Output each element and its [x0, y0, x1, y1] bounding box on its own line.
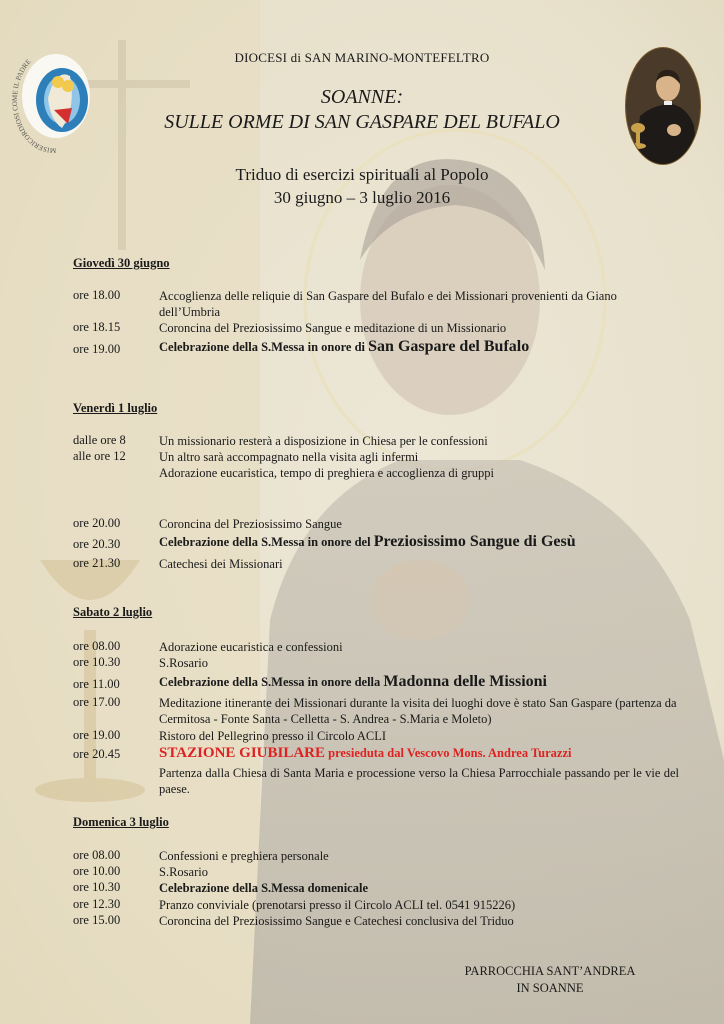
celebration-highlight: Preziosissimo Sangue di Gesù — [373, 533, 576, 550]
schedule-text: S.Rosario — [159, 865, 208, 879]
schedule-time: ore 10.00 — [73, 864, 121, 878]
schedule-time: ore 08.00 — [73, 848, 121, 862]
schedule-text: Catechesi dei Missionari — [159, 557, 283, 571]
celebration-highlight: San Gaspare del Bufalo — [368, 338, 530, 355]
subtitle-line1: Triduo di esercizi spirituali al Popolo — [235, 165, 489, 184]
schedule-time: ore 18.00 — [73, 288, 121, 302]
schedule-text: Adorazione eucaristica, tempo di preghiera e accoglienza di gruppi — [159, 466, 494, 480]
day-heading-thursday: Giovedì 30 giugno — [73, 256, 170, 270]
jubilee-station-text: presieduta dal Vescovo Mons. Andrea Turazzi — [328, 746, 572, 760]
schedule-time: ore 19.00 — [73, 728, 121, 742]
schedule-text: Celebrazione della S.Messa in onore di — [159, 340, 366, 354]
schedule-text: Coroncina del Preziosissimo Sangue e meditazione di un Missionario — [159, 321, 507, 335]
schedule-time: ore 20.00 — [73, 516, 121, 530]
schedule-time: ore 19.00 — [73, 342, 121, 356]
schedule-text: Celebrazione della S.Messa in onore del — [159, 535, 371, 549]
schedule-text: Pranzo conviviale (prenotarsi presso il Circolo ACLI tel. 0541 915226) — [159, 898, 516, 912]
schedule-time: ore 15.00 — [73, 913, 121, 927]
schedule-time: ore 18.15 — [73, 320, 121, 334]
schedule-time: ore 12.30 — [73, 897, 121, 911]
footer-line2: IN SOANNE — [516, 981, 584, 995]
schedule-text: Partenza dalla Chiesa di Santa Maria e processione verso la Chiesa Parrocchiale passando per le vie del paese. — [159, 766, 679, 796]
schedule-text: Celebrazione della S.Messa domenicale — [159, 881, 368, 895]
schedule-text: Adorazione eucaristica e confessioni — [159, 640, 343, 654]
schedule-text: Meditazione itinerante dei Missionari durante la visita dei luoghi dove è stato San Gaspare (partenza da Cermitosa - Fonte Santa - Celletta - S. Andrea - S.Maria e Moleto) — [159, 696, 677, 726]
schedule-time: ore 10.30 — [73, 880, 121, 894]
schedule-text: Accoglienza delle reliquie di San Gaspare del Bufalo e dei Missionari provenienti da Giano dell’Umbria — [159, 289, 617, 319]
schedule-time: alle ore 12 — [73, 449, 126, 463]
schedule-text: Confessioni e preghiera personale — [159, 849, 329, 863]
page-title-line2: SULLE ORME DI SAN GASPARE DEL BUFALO — [164, 111, 560, 133]
schedule-time: dalle ore 8 — [73, 433, 126, 447]
schedule-time: ore 20.30 — [73, 537, 121, 551]
day-heading-saturday: Sabato 2 luglio — [73, 605, 153, 619]
schedule-time: ore 21.30 — [73, 556, 121, 570]
schedule-text: Coroncina del Preziosissimo Sangue e Catechesi conclusiva del Triduo — [159, 914, 514, 928]
day-heading-sunday: Domenica 3 luglio — [73, 815, 169, 829]
schedule-text: Ristoro del Pellegrino presso il Circolo ACLI — [159, 729, 387, 743]
schedule-text: Coroncina del Preziosissimo Sangue — [159, 517, 342, 531]
jubilee-station-label: STAZIONE GIUBILARE — [159, 745, 326, 761]
schedule-text: Un altro sarà accompagnato nella visita agli infermi — [159, 450, 419, 464]
schedule-time: ore 11.00 — [73, 677, 120, 691]
subtitle-dates: 30 giugno – 3 luglio 2016 — [273, 188, 451, 207]
day-heading-friday: Venerdì 1 luglio — [73, 401, 158, 415]
schedule-time: ore 20.45 — [73, 747, 121, 761]
footer-parish — [420, 963, 680, 997]
schedule-time: ore 10.30 — [73, 655, 121, 669]
footer-line1: PARROCCHIA SANT’ANDREA — [464, 964, 636, 978]
page-title-line1: SOANNE: — [320, 86, 404, 108]
svg-text:MISERICORDIOSI COME IL PADRE: MISERICORDIOSI COME IL PADRE — [10, 57, 57, 155]
schedule-time: ore 17.00 — [73, 695, 121, 709]
schedule-time: ore 08.00 — [73, 639, 121, 653]
celebration-highlight: Madonna delle Missioni — [383, 673, 547, 690]
diocese-name: DIOCESI di SAN MARINO-MONTEFELTRO — [234, 50, 490, 65]
schedule-text: S.Rosario — [159, 656, 208, 670]
schedule-text: Celebrazione della S.Messa in onore della — [159, 675, 381, 689]
schedule-text: Un missionario resterà a disposizione in Chiesa per le confessioni — [159, 434, 488, 448]
